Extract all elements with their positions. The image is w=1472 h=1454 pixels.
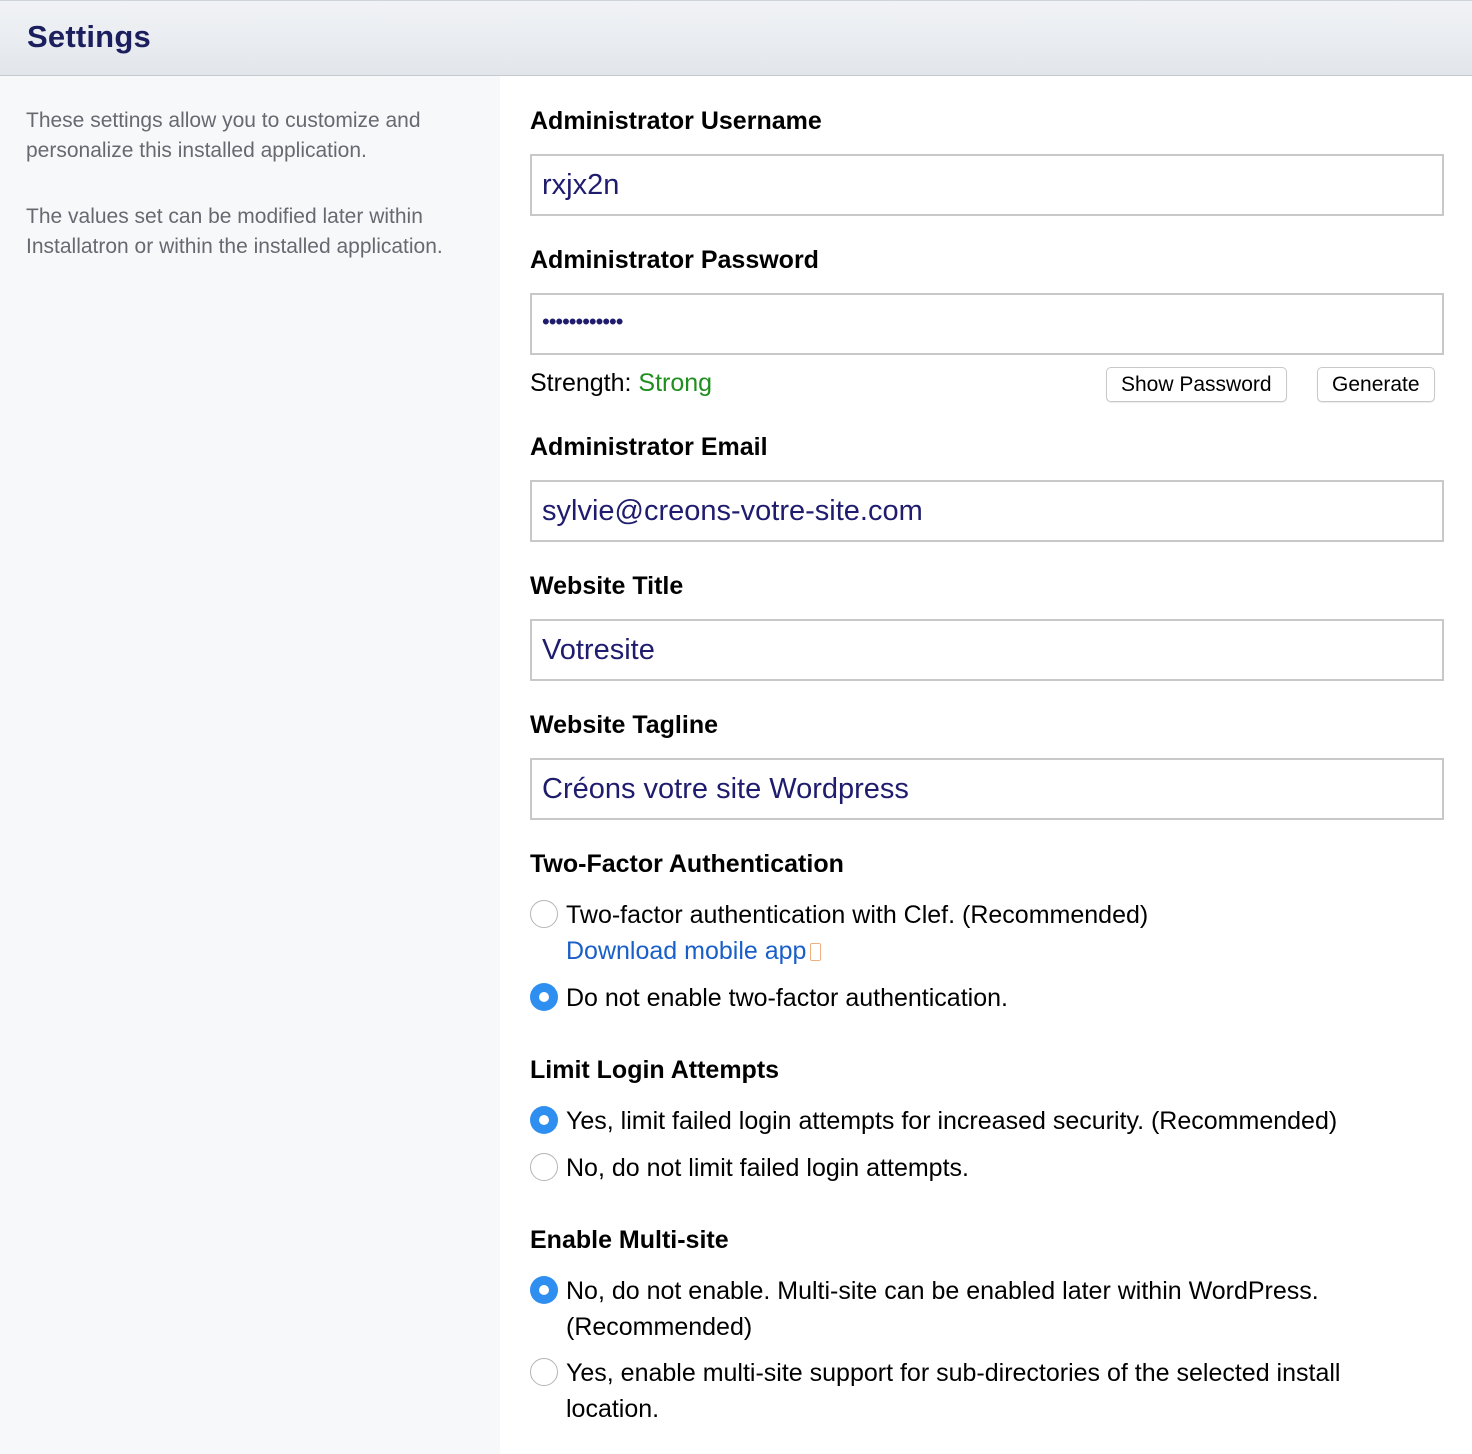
website-tagline-input[interactable] <box>530 758 1444 820</box>
email-label: Administrator Email <box>530 433 768 461</box>
settings-form <box>500 76 1472 1454</box>
multisite-option-no-label: No, do not enable. Multi-site can be enabled later within WordPress. (Recommended) <box>566 1277 1319 1341</box>
generate-password-button[interactable]: Generate <box>1317 367 1435 402</box>
radio-checked-icon[interactable] <box>530 1106 558 1134</box>
strength-value: Strong <box>638 369 713 397</box>
radio-checked-icon[interactable] <box>530 983 558 1011</box>
radio-unchecked-icon[interactable] <box>530 900 558 928</box>
limit-login-option-yes-label: Yes, limit failed login attempts for increased security. (Recommended) <box>566 1107 1338 1135</box>
email-input[interactable] <box>530 480 1444 542</box>
show-password-button[interactable]: Show Password <box>1106 367 1287 402</box>
two-factor-option-disable-label: Do not enable two-factor authentication. <box>566 984 1008 1012</box>
password-masked-value: •••••••••••• <box>542 309 623 334</box>
password-label: Administrator Password <box>530 246 819 274</box>
two-factor-option-clef-label: Two-factor authentication with Clef. (Recommended) <box>566 901 1149 929</box>
sidebar-note: The values set can be modified later within Installatron or within the installed application. <box>26 205 443 258</box>
password-input[interactable] <box>530 293 1444 355</box>
radio-checked-icon[interactable] <box>530 1276 558 1304</box>
radio-unchecked-icon[interactable] <box>530 1153 558 1181</box>
limit-login-option-no-label: No, do not limit failed login attempts. <box>566 1154 969 1182</box>
password-strength <box>530 369 712 398</box>
download-mobile-app-link[interactable]: Download mobile app <box>566 937 821 965</box>
two-factor-label: Two-Factor Authentication <box>530 850 844 878</box>
website-tagline-label: Website Tagline <box>530 711 719 739</box>
settings-header <box>0 0 1472 76</box>
strength-prefix: Strength: <box>530 369 632 397</box>
username-label: Administrator Username <box>530 107 822 135</box>
sidebar-description: These settings allow you to customize and personalize this installed application. <box>26 109 421 162</box>
external-link-icon <box>810 943 821 961</box>
website-title-label: Website Title <box>530 572 684 600</box>
username-input[interactable] <box>530 154 1444 216</box>
page-title: Settings <box>27 19 151 54</box>
multisite-label: Enable Multi-site <box>530 1226 729 1254</box>
sidebar <box>0 76 500 1454</box>
website-title-input[interactable] <box>530 619 1444 681</box>
multisite-option-yes-label: Yes, enable multi-site support for sub-directories of the selected install location. <box>566 1359 1341 1423</box>
limit-login-label: Limit Login Attempts <box>530 1056 780 1084</box>
radio-unchecked-icon[interactable] <box>530 1358 558 1386</box>
